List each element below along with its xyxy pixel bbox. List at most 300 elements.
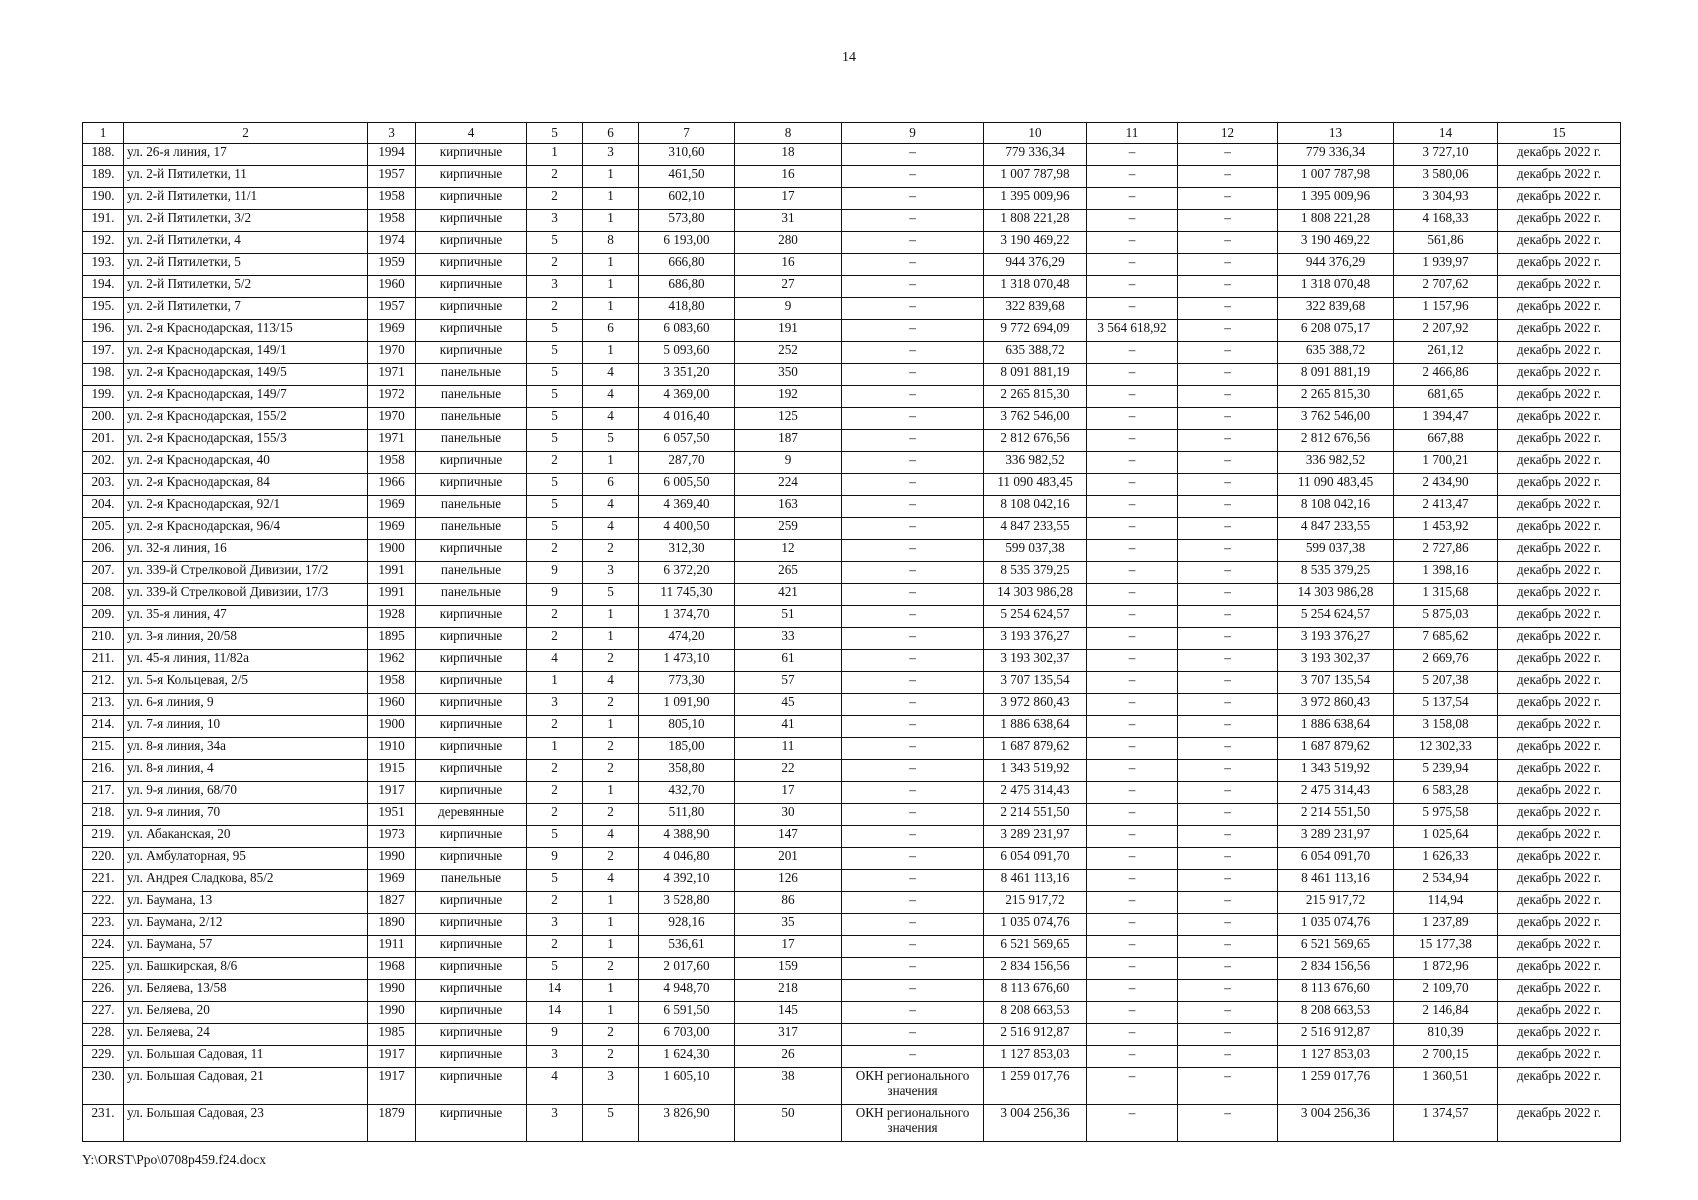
column-header: 1 [83, 123, 124, 144]
table-cell: 4 400,50 [639, 518, 735, 540]
table-cell: 9 [735, 452, 842, 474]
table-row [83, 672, 1621, 694]
table-cell: декабрь 2022 г. [1498, 672, 1621, 694]
table-cell: 125 [735, 408, 842, 430]
table-cell: 635 388,72 [984, 342, 1087, 364]
table-cell: декабрь 2022 г. [1498, 804, 1621, 826]
table-cell: 2 466,86 [1394, 364, 1498, 386]
table-cell: – [1178, 804, 1278, 826]
table-cell: 1900 [368, 540, 416, 562]
table-cell: 5 [583, 584, 639, 606]
table-cell: ул. 2-я Краснодарская, 149/7 [124, 386, 368, 408]
table-cell: – [842, 716, 984, 738]
table-cell: 41 [735, 716, 842, 738]
table-cell: 4 369,00 [639, 386, 735, 408]
table-cell: кирпичные [416, 1024, 527, 1046]
table-cell: 14 [527, 980, 583, 1002]
table-row [83, 914, 1621, 936]
table-cell: 773,30 [639, 672, 735, 694]
table-cell: 5 [527, 518, 583, 540]
table-cell: – [1178, 980, 1278, 1002]
table-cell: 6 208 075,17 [1278, 320, 1394, 342]
column-header: 15 [1498, 123, 1621, 144]
table-cell: – [1178, 606, 1278, 628]
table-cell: 2 475 314,43 [984, 782, 1087, 804]
table-cell: 1960 [368, 694, 416, 716]
table-cell: 3 158,08 [1394, 716, 1498, 738]
table-cell: – [842, 298, 984, 320]
table-cell: кирпичные [416, 276, 527, 298]
table-cell: панельные [416, 386, 527, 408]
table-cell: кирпичные [416, 980, 527, 1002]
table-cell: 944 376,29 [1278, 254, 1394, 276]
table-cell: 1 [583, 188, 639, 210]
table-cell: 1 007 787,98 [1278, 166, 1394, 188]
table-row [83, 320, 1621, 342]
table-cell: кирпичные [416, 650, 527, 672]
table-cell: – [1178, 694, 1278, 716]
table-cell: – [842, 408, 984, 430]
table-cell: 1 343 519,92 [984, 760, 1087, 782]
table-cell: 8 535 379,25 [984, 562, 1087, 584]
table-cell: декабрь 2022 г. [1498, 936, 1621, 958]
table-cell: 219. [83, 826, 124, 848]
column-header: 4 [416, 123, 527, 144]
table-cell: 322 839,68 [984, 298, 1087, 320]
table-cell: 2 [527, 452, 583, 474]
table-cell: 1 [583, 298, 639, 320]
table-cell: 3 289 231,97 [1278, 826, 1394, 848]
table-cell: 8 113 676,60 [1278, 980, 1394, 1002]
table-cell: декабрь 2022 г. [1498, 276, 1621, 298]
table-cell: – [1087, 254, 1178, 276]
table-cell: – [842, 518, 984, 540]
table-cell: 666,80 [639, 254, 735, 276]
table-cell: 928,16 [639, 914, 735, 936]
table-cell: декабрь 2022 г. [1498, 1068, 1621, 1105]
table-cell: 1 035 074,76 [1278, 914, 1394, 936]
table-cell: 1917 [368, 782, 416, 804]
table-cell: ул. 2-й Пятилетки, 5 [124, 254, 368, 276]
table-cell: 681,65 [1394, 386, 1498, 408]
table-cell: – [1087, 210, 1178, 232]
table-cell: – [842, 826, 984, 848]
table-cell: 6 [583, 320, 639, 342]
table-cell: декабрь 2022 г. [1498, 958, 1621, 980]
table-cell: декабрь 2022 г. [1498, 166, 1621, 188]
table-cell: 27 [735, 276, 842, 298]
table-cell: ОКН регионального значения [842, 1105, 984, 1142]
table-row [83, 650, 1621, 672]
table-cell: – [842, 958, 984, 980]
table-cell: кирпичные [416, 826, 527, 848]
table-cell: ул. 2-я Краснодарская, 92/1 [124, 496, 368, 518]
table-cell: 51 [735, 606, 842, 628]
table-cell: 199. [83, 386, 124, 408]
table-cell: 1972 [368, 386, 416, 408]
table-cell: 196. [83, 320, 124, 342]
table-cell: 2 [527, 782, 583, 804]
table-cell: декабрь 2022 г. [1498, 782, 1621, 804]
table-cell: 2 812 676,56 [1278, 430, 1394, 452]
table-cell: 50 [735, 1105, 842, 1142]
column-header: 12 [1178, 123, 1278, 144]
table-cell: – [842, 210, 984, 232]
table-cell: – [1087, 276, 1178, 298]
table-cell: 6 591,50 [639, 1002, 735, 1024]
table-cell: 30 [735, 804, 842, 826]
table-cell: 1990 [368, 1002, 416, 1024]
table-cell: – [842, 386, 984, 408]
table-cell: 2 [527, 628, 583, 650]
table-cell: 2 [527, 540, 583, 562]
table-cell: 214. [83, 716, 124, 738]
table-row [83, 496, 1621, 518]
table-cell: 1958 [368, 672, 416, 694]
table-cell: 190. [83, 188, 124, 210]
table-cell: 602,10 [639, 188, 735, 210]
table-cell: 3 289 231,97 [984, 826, 1087, 848]
table-cell: 2 834 156,56 [1278, 958, 1394, 980]
table-cell: декабрь 2022 г. [1498, 628, 1621, 650]
table-cell: 86 [735, 892, 842, 914]
table-cell: 227. [83, 1002, 124, 1024]
table-cell: – [1087, 606, 1178, 628]
table-cell: 6 521 569,65 [1278, 936, 1394, 958]
table-cell: кирпичные [416, 760, 527, 782]
table-cell: 3 [527, 210, 583, 232]
table-cell: – [1178, 386, 1278, 408]
table-cell: 6 703,00 [639, 1024, 735, 1046]
table-cell: ул. Баумана, 2/12 [124, 914, 368, 936]
table-cell: панельные [416, 518, 527, 540]
table-cell: – [1087, 1105, 1178, 1142]
table-cell: кирпичные [416, 474, 527, 496]
table-cell: 3 [527, 1105, 583, 1142]
table-cell: 211. [83, 650, 124, 672]
table-cell: – [1178, 1046, 1278, 1068]
table-cell: ул. 45-я линия, 11/82а [124, 650, 368, 672]
table-cell: 61 [735, 650, 842, 672]
table-cell: – [1178, 210, 1278, 232]
table-cell: – [1178, 716, 1278, 738]
table-cell: 4 168,33 [1394, 210, 1498, 232]
table-cell: – [842, 628, 984, 650]
table-cell: 145 [735, 1002, 842, 1024]
table-cell: – [1178, 650, 1278, 672]
table-cell: 1968 [368, 958, 416, 980]
table-cell: 5 875,03 [1394, 606, 1498, 628]
table-cell: 8 108 042,16 [984, 496, 1087, 518]
table-cell: 4 [583, 826, 639, 848]
table-cell: 14 303 986,28 [1278, 584, 1394, 606]
table-cell: ул. 2-я Краснодарская, 96/4 [124, 518, 368, 540]
table-cell: – [1087, 364, 1178, 386]
table-cell: 215. [83, 738, 124, 760]
table-cell: кирпичные [416, 210, 527, 232]
table-cell: кирпичные [416, 320, 527, 342]
table-cell: 2 [527, 298, 583, 320]
table-row [83, 694, 1621, 716]
table-cell: 189. [83, 166, 124, 188]
table-cell: 9 [527, 848, 583, 870]
table-row [83, 254, 1621, 276]
table-cell: – [1087, 672, 1178, 694]
table-cell: – [1087, 870, 1178, 892]
table-cell: 1890 [368, 914, 416, 936]
table-cell: – [1178, 540, 1278, 562]
table-cell: 350 [735, 364, 842, 386]
table-cell: 212. [83, 672, 124, 694]
table-cell: 191. [83, 210, 124, 232]
table-cell: 114,94 [1394, 892, 1498, 914]
table-cell: 1969 [368, 518, 416, 540]
table-cell: 197. [83, 342, 124, 364]
table-cell: деревянные [416, 804, 527, 826]
table-cell: 201. [83, 430, 124, 452]
table-cell: ул. 2-я Краснодарская, 149/5 [124, 364, 368, 386]
table-cell: 1 343 519,92 [1278, 760, 1394, 782]
table-cell: 15 177,38 [1394, 936, 1498, 958]
table-row [83, 276, 1621, 298]
table-cell: – [1087, 936, 1178, 958]
table-cell: ул. Абаканская, 20 [124, 826, 368, 848]
table-cell: 5 [527, 958, 583, 980]
table-cell: 1 157,96 [1394, 298, 1498, 320]
table-cell: 2 475 314,43 [1278, 782, 1394, 804]
table-cell: 14 [527, 1002, 583, 1024]
table-cell: кирпичные [416, 232, 527, 254]
table-cell: – [842, 430, 984, 452]
table-cell: – [1087, 452, 1178, 474]
table-cell: кирпичные [416, 628, 527, 650]
table-row [83, 342, 1621, 364]
table-cell: панельные [416, 562, 527, 584]
table-cell: 1 395 009,96 [1278, 188, 1394, 210]
table-cell: 1 [583, 606, 639, 628]
table-cell: 1969 [368, 870, 416, 892]
table-row [83, 518, 1621, 540]
table-cell: – [1087, 386, 1178, 408]
table-row [83, 1024, 1621, 1046]
table-cell: 2 109,70 [1394, 980, 1498, 1002]
table-cell: 4 369,40 [639, 496, 735, 518]
table-cell: декабрь 2022 г. [1498, 694, 1621, 716]
table-cell: 4 [583, 518, 639, 540]
table-cell: 2 812 676,56 [984, 430, 1087, 452]
table-cell: – [1087, 540, 1178, 562]
table-row [83, 474, 1621, 496]
table-cell: 218 [735, 980, 842, 1002]
table-cell: декабрь 2022 г. [1498, 848, 1621, 870]
table-cell: 1 [583, 914, 639, 936]
table-cell: – [1178, 1002, 1278, 1024]
column-header: 7 [639, 123, 735, 144]
table-cell: 200. [83, 408, 124, 430]
table-row [83, 1046, 1621, 1068]
table-cell: 3 [527, 914, 583, 936]
table-cell: 1 [583, 342, 639, 364]
table-cell: 810,39 [1394, 1024, 1498, 1046]
table-cell: 2 [583, 848, 639, 870]
table-cell: 4 948,70 [639, 980, 735, 1002]
table-cell: 2 [527, 606, 583, 628]
table-cell: 3 [583, 1068, 639, 1105]
table-cell: декабрь 2022 г. [1498, 760, 1621, 782]
table-cell: 1970 [368, 342, 416, 364]
table-cell: – [842, 870, 984, 892]
table-cell: 5 [527, 430, 583, 452]
table-cell: 336 982,52 [1278, 452, 1394, 474]
table-cell: 1 473,10 [639, 650, 735, 672]
table-cell: кирпичные [416, 144, 527, 166]
table-cell: ул. Большая Садовая, 23 [124, 1105, 368, 1142]
table-cell: декабрь 2022 г. [1498, 870, 1621, 892]
table-cell: – [842, 254, 984, 276]
table-cell: 8 208 663,53 [1278, 1002, 1394, 1024]
table-cell: 6 521 569,65 [984, 936, 1087, 958]
table-cell: 14 303 986,28 [984, 584, 1087, 606]
table-cell: – [842, 738, 984, 760]
table-cell: 4 388,90 [639, 826, 735, 848]
table-cell: 31 [735, 210, 842, 232]
table-cell: 8 208 663,53 [984, 1002, 1087, 1024]
column-header: 3 [368, 123, 416, 144]
table-cell: 4 847 233,55 [1278, 518, 1394, 540]
table-cell: 209. [83, 606, 124, 628]
table-cell: 599 037,38 [984, 540, 1087, 562]
table-cell: – [1178, 760, 1278, 782]
table-cell: 205. [83, 518, 124, 540]
table-cell: 1 [583, 782, 639, 804]
table-row [83, 1068, 1621, 1105]
table-cell: – [1087, 782, 1178, 804]
table-cell: 207. [83, 562, 124, 584]
table-cell: декабрь 2022 г. [1498, 210, 1621, 232]
table-cell: 204. [83, 496, 124, 518]
table-cell: 6 193,00 [639, 232, 735, 254]
table-cell: 1910 [368, 738, 416, 760]
table-row [83, 892, 1621, 914]
table-cell: 3 707 135,54 [1278, 672, 1394, 694]
table-row [83, 144, 1621, 166]
table-cell: 3 762 546,00 [984, 408, 1087, 430]
table-cell: – [842, 320, 984, 342]
housing-table [82, 122, 1621, 1142]
table-cell: 185,00 [639, 738, 735, 760]
table-cell: 1 035 074,76 [984, 914, 1087, 936]
table-cell: 3 304,93 [1394, 188, 1498, 210]
table-cell: декабрь 2022 г. [1498, 606, 1621, 628]
table-cell: – [1087, 1068, 1178, 1105]
table-cell: 6 054 091,70 [1278, 848, 1394, 870]
table-cell: кирпичные [416, 848, 527, 870]
table-cell: декабрь 2022 г. [1498, 342, 1621, 364]
table-cell: 198. [83, 364, 124, 386]
table-cell: ул. Большая Садовая, 21 [124, 1068, 368, 1105]
table-cell: декабрь 2022 г. [1498, 408, 1621, 430]
table-cell: ул. 8-я линия, 4 [124, 760, 368, 782]
table-cell: 1 127 853,03 [1278, 1046, 1394, 1068]
table-cell: – [1178, 144, 1278, 166]
table-cell: 6 083,60 [639, 320, 735, 342]
table-cell: 2 [527, 166, 583, 188]
table-cell: 224. [83, 936, 124, 958]
table-cell: 4 [583, 408, 639, 430]
table-cell: 2 146,84 [1394, 1002, 1498, 1024]
table-cell: – [842, 584, 984, 606]
table-cell: 2 [583, 760, 639, 782]
table-cell: кирпичные [416, 716, 527, 738]
table-cell: 1 872,96 [1394, 958, 1498, 980]
table-cell: – [842, 936, 984, 958]
column-header: 5 [527, 123, 583, 144]
table-cell: 3 528,80 [639, 892, 735, 914]
table-cell: кирпичные [416, 1002, 527, 1024]
table-cell: – [1087, 738, 1178, 760]
table-cell: 287,70 [639, 452, 735, 474]
table-cell: – [1087, 144, 1178, 166]
table-cell: – [1087, 892, 1178, 914]
table-cell: 2 [527, 892, 583, 914]
table-cell: – [842, 1046, 984, 1068]
table-cell: панельные [416, 496, 527, 518]
table-cell: декабрь 2022 г. [1498, 1024, 1621, 1046]
table-cell: ул. 2-й Пятилетки, 3/2 [124, 210, 368, 232]
table-cell: 511,80 [639, 804, 735, 826]
table-cell: ул. 9-я линия, 68/70 [124, 782, 368, 804]
table-cell: 1 259 017,76 [984, 1068, 1087, 1105]
table-cell: 1 886 638,64 [1278, 716, 1394, 738]
table-cell: 195. [83, 298, 124, 320]
table-cell: 8 [583, 232, 639, 254]
table-cell: 3 564 618,92 [1087, 320, 1178, 342]
table-cell: 686,80 [639, 276, 735, 298]
table-cell: 8 461 113,16 [1278, 870, 1394, 892]
table-cell: 259 [735, 518, 842, 540]
table-cell: 3 190 469,22 [984, 232, 1087, 254]
table-cell: ул. 2-я Краснодарская, 40 [124, 452, 368, 474]
table-cell: 1 687 879,62 [984, 738, 1087, 760]
footer-file-path: Y:\ORST\Ppo\0708p459.f24.docx [82, 1152, 267, 1167]
table-cell: 2 [583, 650, 639, 672]
table-cell: 215 917,72 [1278, 892, 1394, 914]
table-cell: 4 046,80 [639, 848, 735, 870]
table-cell: панельные [416, 870, 527, 892]
table-cell: 38 [735, 1068, 842, 1105]
table-cell: 1958 [368, 452, 416, 474]
table-cell: 192 [735, 386, 842, 408]
table-row [83, 452, 1621, 474]
table-cell: 1 [583, 210, 639, 232]
table-cell: 1985 [368, 1024, 416, 1046]
table-cell: кирпичные [416, 166, 527, 188]
table-cell: – [1178, 496, 1278, 518]
table-cell: кирпичные [416, 1068, 527, 1105]
table-cell: 22 [735, 760, 842, 782]
table-cell: 213. [83, 694, 124, 716]
table-cell: – [1178, 584, 1278, 606]
table-cell: 1 [527, 738, 583, 760]
table-cell: 1 [583, 716, 639, 738]
table-cell: 1 939,97 [1394, 254, 1498, 276]
table-cell: 1 [583, 936, 639, 958]
table-cell: 2 265 815,30 [1278, 386, 1394, 408]
table-cell: 203. [83, 474, 124, 496]
table-cell: – [842, 914, 984, 936]
table-cell: – [1178, 276, 1278, 298]
table-cell: 418,80 [639, 298, 735, 320]
